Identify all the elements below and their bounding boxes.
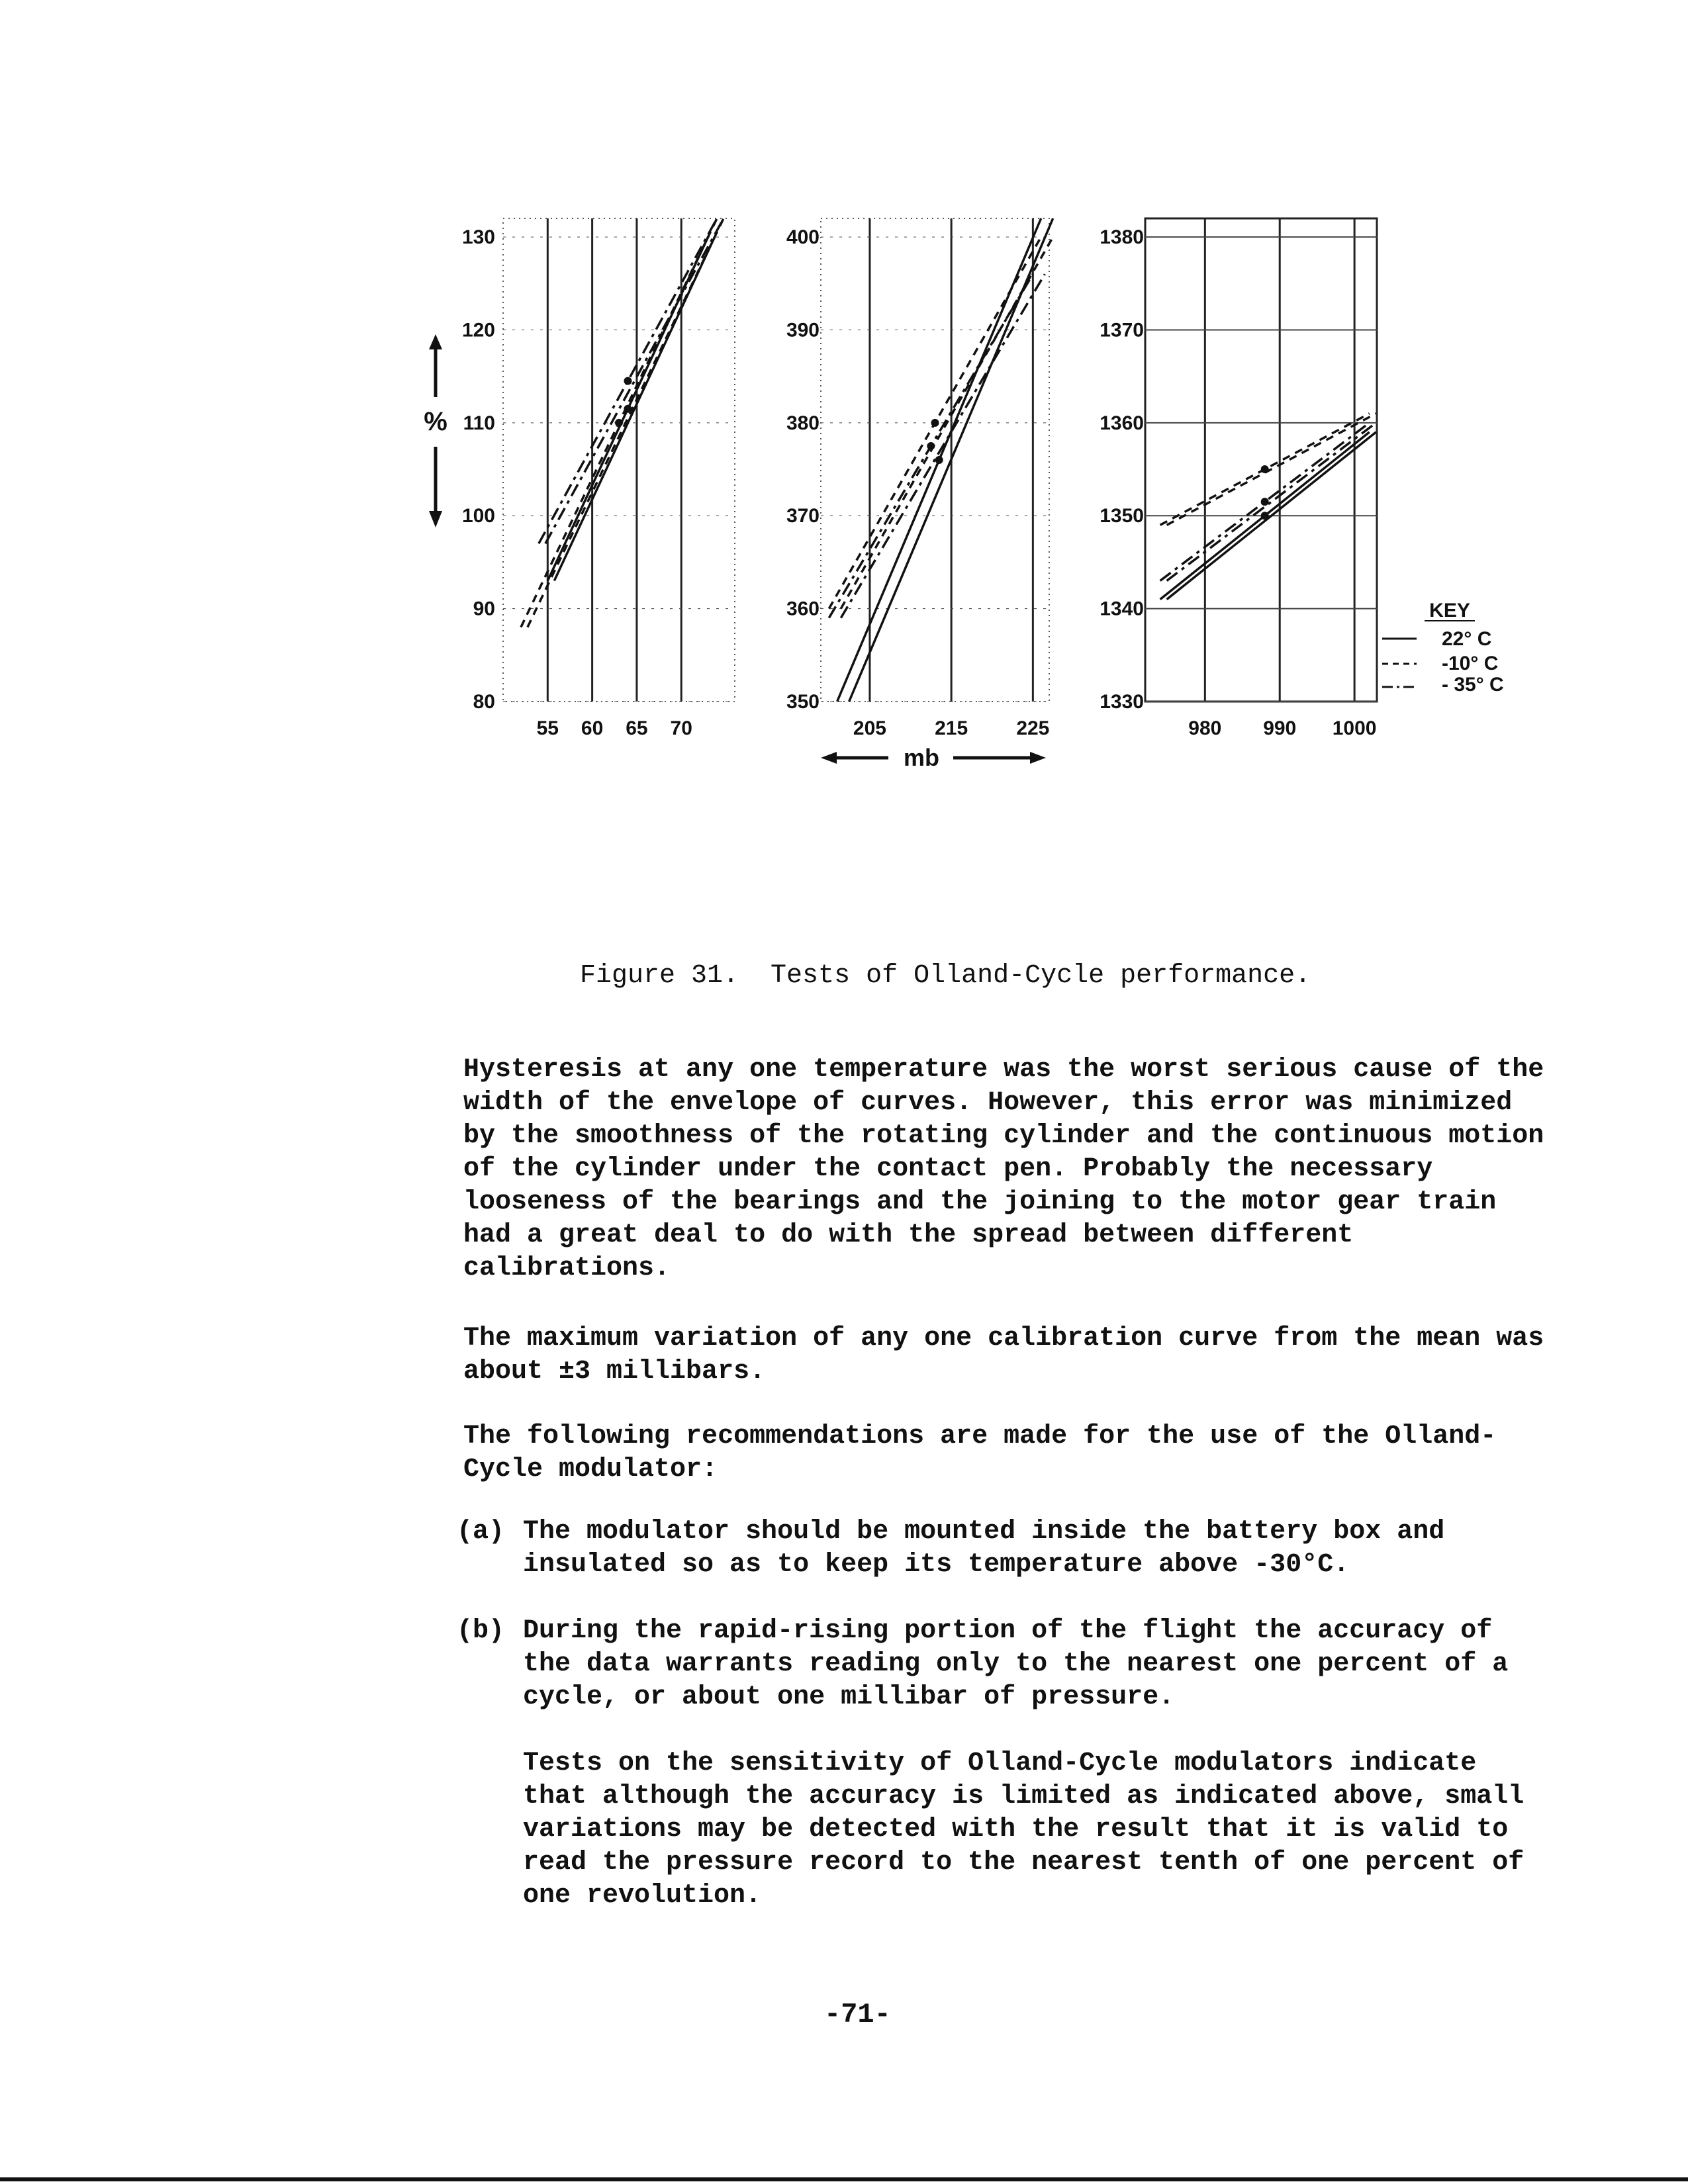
x-tick-label: 1000 [1332,717,1377,739]
x-tick-label: 990 [1263,717,1297,739]
x-tick-label: 70 [670,717,692,739]
series-point [1261,498,1269,506]
legend-item [1382,674,1504,696]
y-tick-label: 350 [786,691,820,713]
list-item-label: (a) [457,1517,505,1547]
chart-panel-middle [786,218,1053,739]
percent-label: % [424,407,447,436]
series-line [1167,414,1376,525]
y-tick-label: 130 [461,226,495,249]
list-item-text: During the rapid-rising portion of the flight the accuracy of the data warrants reading only to the nearest one percent of a cycle, or about one millibar of pressure. [523,1616,1509,1712]
arrow-down-icon [429,511,442,527]
chart-panel-left [462,218,735,739]
x-tick-label: 55 [536,717,559,739]
y-tick-label: 390 [786,319,820,341]
x-tick-label: 60 [581,717,604,739]
legend-label: - 35° C [1442,674,1504,696]
mb-label: mb [904,744,939,771]
list-item-text: The modulator should be mounted inside the battery box and insulated so as to keep its temperature above -30°C. [523,1517,1445,1580]
y-tick-label: 120 [461,319,495,341]
legend-label: -10° C [1442,653,1499,674]
y-tick-label: 1360 [1100,412,1144,434]
series-point [1261,512,1269,520]
legend-item [1382,628,1491,650]
x-tick-label: 215 [935,717,968,739]
x-tick-label: 980 [1188,717,1222,739]
caption-text: Tests of Olland-Cycle performance. [771,961,1311,991]
mb-axis-label [821,744,1046,771]
paragraph-recommendations: The following recommendations are made for the use of the Olland-Cycle modulator: [463,1422,1497,1484]
y-tick-label: 370 [786,505,820,527]
y-tick-label: 80 [473,691,495,713]
x-tick-label: 225 [1016,717,1050,739]
y-tick-label: 1380 [1100,226,1144,249]
page-number: -71- [824,1999,891,2030]
y-tick-label: 1340 [1100,598,1144,620]
y-tick-label: 400 [786,226,820,249]
paragraph-hysteresis: Hysteresis at any one temperature was the worst serious cause of the width of the envelope of curves. However, this error was minimized by the smoothness of the rotating cylinder and the continuous motion of the cylinder under the contact pen. Probably the necessary looseness of the bearings and the joining to the motor gear train had a great deal to do with the spread between different calibrations. [463,1055,1544,1283]
y-tick-label: 1350 [1100,505,1144,527]
y-tick-label: 1370 [1100,319,1144,341]
page-bottom-rule [0,2177,1688,2181]
y-tick-label: 380 [786,412,820,434]
legend-label: 22° C [1442,628,1492,650]
list-item-label: (b) [457,1616,505,1646]
series-point [935,456,943,464]
y-tick-label: 360 [786,598,820,620]
x-tick-label: 205 [853,717,886,739]
legend-title: KEY [1429,600,1470,621]
legend-item [1382,653,1498,674]
figure-31-chart [397,199,1536,794]
figure-caption [580,961,1342,991]
paragraph-sensitivity: Tests on the sensitivity of Olland-Cycle modulators indicate that although the accuracy is limited as indicated above, small variations may be detected with the result that it is valid to read the pressure record to the nearest tenth of one percent of one revolution. [523,1749,1524,1911]
y-tick-label: 90 [473,598,495,620]
arrow-up-icon [429,334,442,349]
plot-frame [503,218,735,702]
series-line [1167,423,1376,581]
x-tick-label: 65 [626,717,648,739]
chart-panel-right [1100,218,1377,739]
percent-axis-label [424,334,447,527]
series-point [927,442,935,450]
legend [1382,600,1504,696]
arrow-left-icon [821,752,837,764]
series-line [841,274,1045,617]
arrow-right-icon [1030,752,1046,764]
series-point [1261,465,1269,473]
y-tick-label: 110 [463,412,495,434]
series-point [615,419,623,427]
series-point [624,377,632,385]
y-tick-label: 1330 [1100,691,1144,713]
paragraph-max-variation: The maximum variation of any one calibration curve from the mean was about ±3 millibars. [463,1324,1544,1387]
series-point [931,419,939,427]
series-line [841,237,1053,609]
y-tick-label: 100 [461,505,495,527]
caption-number: Figure 31. [580,961,739,991]
series-line [545,218,724,543]
